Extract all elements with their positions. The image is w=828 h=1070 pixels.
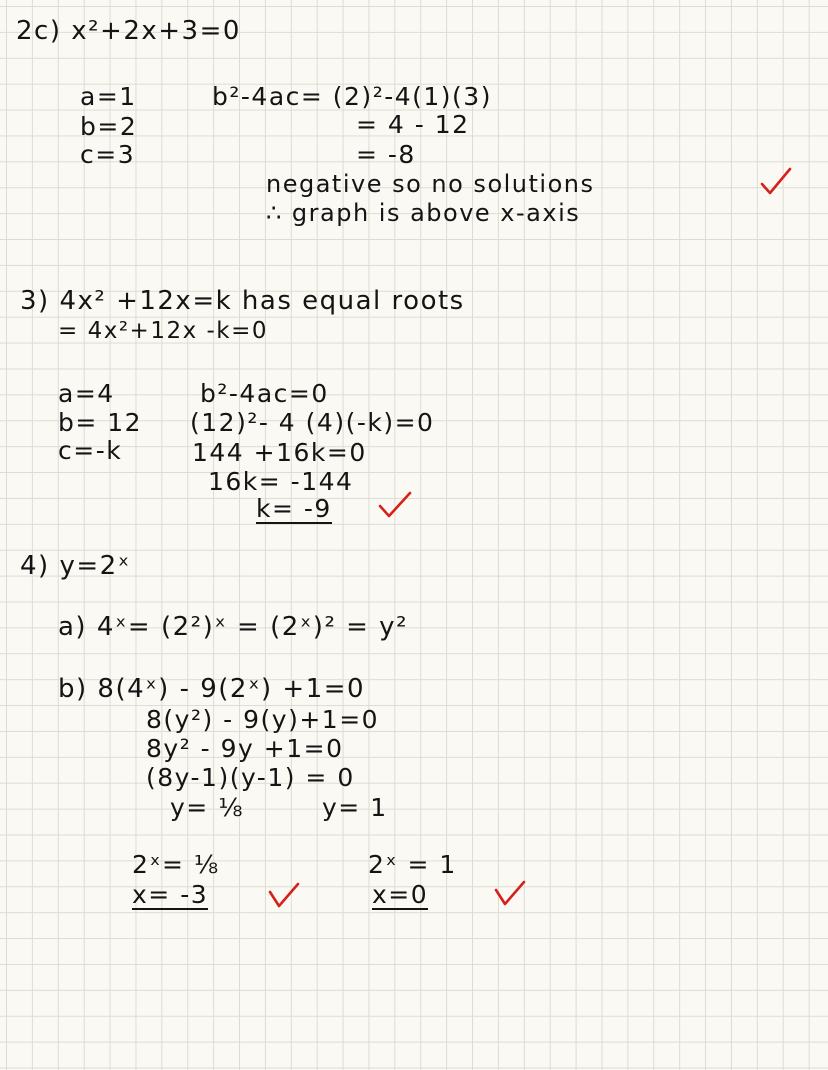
q3-rearranged: = 4x²+12x -k=0	[58, 318, 269, 344]
q2c-coef-b: b=2	[80, 112, 138, 141]
check-mark-icon	[268, 882, 306, 912]
q4-part-b-line3: 8y² - 9y +1=0	[146, 734, 344, 763]
q3-step4: 16k= -144	[208, 467, 354, 496]
q2c-discriminant-line1: b²-4ac= (2)²-4(1)(3)	[212, 82, 492, 111]
q4-root2: y= 1	[322, 793, 388, 822]
q3-coef-b: b= 12	[58, 408, 143, 437]
q4-title: 4) y=2ˣ	[20, 551, 131, 581]
q4-solution2-line1: 2ˣ = 1	[368, 850, 457, 879]
q3-coef-a: a=4	[58, 379, 115, 408]
q4-solution1-answer: x= -3	[132, 880, 209, 909]
q2c-conclusion-line1: negative so no solutions	[266, 170, 595, 198]
q3-step1: b²-4ac=0	[200, 379, 329, 408]
q4-part-a: a) 4ˣ= (2²)ˣ = (2ˣ)² = y²	[58, 612, 408, 642]
check-mark-icon	[378, 490, 416, 520]
q2c-coef-a: a=1	[80, 82, 137, 111]
q3-title: 3) 4x² +12x=k has equal roots	[20, 286, 465, 316]
q2c-discriminant-line2: = 4 - 12	[356, 110, 470, 139]
q2c-title: 2c) x²+2x+3=0	[16, 16, 241, 46]
q2c-conclusion-line2: ∴ graph is above x-axis	[266, 199, 581, 227]
q2c-discriminant-line3: = -8	[356, 140, 416, 169]
check-mark-icon	[494, 880, 532, 910]
check-mark-icon	[760, 166, 798, 196]
q3-coef-c: c=-k	[58, 436, 123, 465]
q4-solution2-answer: x=0	[372, 880, 429, 909]
q2c-coef-c: c=3	[80, 140, 136, 169]
q4-part-b-line1: b) 8(4ˣ) - 9(2ˣ) +1=0	[58, 674, 366, 704]
q4-part-b-line4: (8y-1)(y-1) = 0	[146, 763, 355, 792]
q3-step2: (12)²- 4 (4)(-k)=0	[190, 408, 435, 437]
q4-part-b-line2: 8(y²) - 9(y)+1=0	[146, 705, 380, 734]
q4-root1: y= ⅛	[170, 793, 244, 822]
q3-answer: k= -9	[256, 494, 332, 523]
q3-step3: 144 +16k=0	[192, 438, 367, 467]
q4-solution1-line1: 2ˣ= ⅛	[132, 850, 220, 879]
